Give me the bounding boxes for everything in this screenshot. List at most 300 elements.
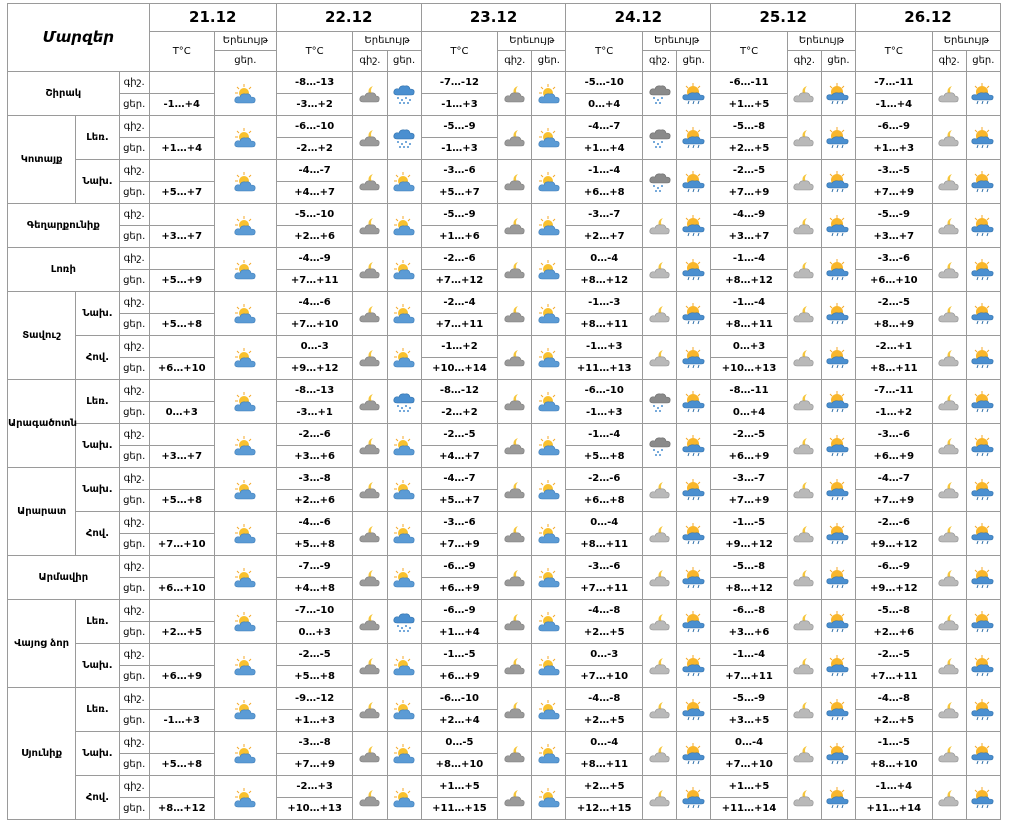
temperature-cell: -8…-13 <box>276 72 353 94</box>
sun-rain-icon <box>677 72 711 116</box>
forecast-row <box>8 424 1001 446</box>
temperature-cell: -1…+3 <box>421 94 498 116</box>
night-label: գիշ. <box>119 600 149 622</box>
temperature-cell: +3…+7 <box>149 226 214 248</box>
sun-rain-icon <box>966 72 1000 116</box>
temp-col-header: T°C <box>711 32 788 72</box>
forecast-row <box>8 336 1001 358</box>
night-col-header: գիշ. <box>787 51 821 72</box>
zone-name: Լեռ. <box>76 116 119 160</box>
temperature-cell: -2…-6 <box>566 468 643 490</box>
forecast-row <box>8 644 1001 666</box>
temperature-cell: -8…-13 <box>276 380 353 402</box>
sun-cloud-icon <box>532 512 566 556</box>
temperature-cell: -8…-12 <box>421 380 498 402</box>
forecast-row <box>8 556 1001 578</box>
moon-cloud-icon <box>498 248 532 292</box>
temperature-cell: +8…+12 <box>711 578 788 600</box>
weather-col-header: Երեւույթ <box>642 32 710 51</box>
temperature-cell: -2…+3 <box>276 776 353 798</box>
night-label: գիշ. <box>119 160 149 182</box>
snow-cloud-icon <box>387 116 421 160</box>
zone-name: Նախ. <box>76 160 119 204</box>
night-label: գիշ. <box>119 72 149 94</box>
moon-cloud-icon <box>353 380 387 424</box>
moon-cloud-icon <box>353 336 387 380</box>
day-col-header: ցեր. <box>677 51 711 72</box>
sun-cloud-icon <box>214 600 276 644</box>
moon-cloud-grey-icon <box>932 204 966 248</box>
temperature-cell: -9…-12 <box>276 688 353 710</box>
region-name: Արարատ <box>8 468 76 556</box>
sun-cloud-icon <box>532 116 566 160</box>
temperature-cell: -3…-8 <box>276 468 353 490</box>
snow-cloud-icon <box>387 72 421 116</box>
sun-rain-icon <box>821 468 855 512</box>
day-col-header: ցեր. <box>387 51 421 72</box>
sun-cloud-icon <box>532 336 566 380</box>
moon-cloud-icon <box>498 336 532 380</box>
temperature-cell: +2…+5 <box>566 710 643 732</box>
sun-cloud-icon <box>532 644 566 688</box>
sun-rain-icon <box>677 468 711 512</box>
day-label: ցեր. <box>119 622 149 644</box>
temperature-cell: +3…+5 <box>711 710 788 732</box>
moon-cloud-icon <box>498 292 532 336</box>
moon-cloud-icon <box>353 248 387 292</box>
day-label: ցեր. <box>119 226 149 248</box>
sun-cloud-icon <box>387 160 421 204</box>
temperature-cell: +3…+6 <box>276 446 353 468</box>
temperature-cell: -5…-9 <box>711 688 788 710</box>
moon-cloud-grey-icon <box>642 336 676 380</box>
temperature-cell: -7…-12 <box>421 72 498 94</box>
weather-col-header: Երեւույթ <box>498 32 566 51</box>
temperature-cell: +5…+8 <box>566 446 643 468</box>
region-name: Կոտայք <box>8 116 76 204</box>
temperature-cell: +2…+5 <box>149 622 214 644</box>
sun-cloud-icon <box>214 424 276 468</box>
forecast-table <box>7 3 1001 820</box>
sun-cloud-icon <box>214 72 276 116</box>
sun-cloud-icon <box>387 336 421 380</box>
temperature-cell: -1…-5 <box>421 644 498 666</box>
moon-cloud-icon <box>353 292 387 336</box>
temperature-cell <box>149 160 214 182</box>
moon-cloud-grey-icon <box>787 732 821 776</box>
temperature-cell: +6…+9 <box>421 666 498 688</box>
forecast-row <box>8 204 1001 226</box>
temperature-cell: +3…+7 <box>711 226 788 248</box>
sun-cloud-icon <box>532 468 566 512</box>
date-header: 24.12 <box>566 4 711 32</box>
moon-cloud-grey-icon <box>787 644 821 688</box>
temperature-cell <box>149 556 214 578</box>
temperature-cell: -5…-10 <box>566 72 643 94</box>
temperature-cell <box>149 688 214 710</box>
temperature-cell <box>149 644 214 666</box>
night-col-header: գիշ. <box>498 51 532 72</box>
sun-cloud-icon <box>214 292 276 336</box>
temperature-cell: -2…+1 <box>856 336 933 358</box>
moon-cloud-icon <box>498 468 532 512</box>
sun-rain-icon <box>966 292 1000 336</box>
temperature-cell: -7…-9 <box>276 556 353 578</box>
sun-rain-icon <box>966 688 1000 732</box>
sun-cloud-icon <box>532 776 566 820</box>
sun-cloud-icon <box>214 556 276 600</box>
temperature-cell: +4…+7 <box>276 182 353 204</box>
temperature-cell: +11…+15 <box>421 798 498 820</box>
forecast-row <box>8 160 1001 182</box>
temperature-cell: +2…+5 <box>566 776 643 798</box>
temperature-cell: -3…+2 <box>276 94 353 116</box>
moon-cloud-grey-icon <box>932 556 966 600</box>
sun-rain-icon <box>966 248 1000 292</box>
day-label: ցեր. <box>119 270 149 292</box>
temperature-cell: +6…+8 <box>566 490 643 512</box>
temperature-cell: +1…+4 <box>566 138 643 160</box>
sun-rain-icon <box>677 424 711 468</box>
sun-cloud-icon <box>387 292 421 336</box>
temperature-cell: -5…-9 <box>421 204 498 226</box>
moon-cloud-icon <box>353 688 387 732</box>
day-label: ցեր. <box>119 578 149 600</box>
moon-cloud-icon <box>498 644 532 688</box>
forecast-row <box>8 116 1001 138</box>
temperature-cell <box>149 512 214 534</box>
zone-name: Հով. <box>76 336 119 380</box>
moon-cloud-grey-icon <box>787 116 821 160</box>
moon-cloud-grey-icon <box>642 292 676 336</box>
moon-snow-icon <box>642 160 676 204</box>
moon-cloud-grey-icon <box>642 204 676 248</box>
date-header: 23.12 <box>421 4 566 32</box>
moon-snow-icon <box>642 380 676 424</box>
temperature-cell: -5…-9 <box>856 204 933 226</box>
sun-rain-icon <box>966 644 1000 688</box>
moon-cloud-grey-icon <box>787 468 821 512</box>
moon-cloud-grey-icon <box>642 644 676 688</box>
night-label: գիշ. <box>119 512 149 534</box>
night-label: գիշ. <box>119 688 149 710</box>
sun-cloud-icon <box>532 424 566 468</box>
temperature-cell <box>149 72 214 94</box>
day-col-header: ցեր. <box>821 51 855 72</box>
night-label: գիշ. <box>119 248 149 270</box>
sun-rain-icon <box>821 204 855 248</box>
moon-cloud-grey-icon <box>932 424 966 468</box>
temperature-cell: +7…+9 <box>711 490 788 512</box>
night-label: գիշ. <box>119 292 149 314</box>
temperature-cell: +2…+7 <box>566 226 643 248</box>
sun-cloud-icon <box>214 688 276 732</box>
sun-rain-icon <box>966 116 1000 160</box>
temperature-cell: +5…+7 <box>149 182 214 204</box>
temperature-cell: -3…-6 <box>856 424 933 446</box>
temperature-cell: -6…-11 <box>711 72 788 94</box>
moon-cloud-grey-icon <box>932 380 966 424</box>
moon-cloud-icon <box>353 776 387 820</box>
sun-rain-icon <box>821 600 855 644</box>
temperature-cell: -3…-8 <box>276 732 353 754</box>
temperature-cell: -4…-6 <box>276 292 353 314</box>
temperature-cell: +8…+11 <box>856 358 933 380</box>
temperature-cell: 0…-5 <box>421 732 498 754</box>
temperature-cell: +10…+13 <box>276 798 353 820</box>
moon-cloud-icon <box>498 116 532 160</box>
temperature-cell: +5…+8 <box>276 534 353 556</box>
temperature-cell: -5…-10 <box>276 204 353 226</box>
moon-cloud-icon <box>353 160 387 204</box>
moon-cloud-grey-icon <box>787 160 821 204</box>
night-label: գիշ. <box>119 336 149 358</box>
temperature-cell: 0…+3 <box>711 336 788 358</box>
moon-cloud-icon <box>353 116 387 160</box>
moon-cloud-icon <box>498 160 532 204</box>
temperature-cell: -1…-5 <box>856 732 933 754</box>
temperature-cell <box>149 600 214 622</box>
temperature-cell <box>149 248 214 270</box>
moon-cloud-icon <box>353 732 387 776</box>
sun-rain-icon <box>677 248 711 292</box>
temp-col-header: T°C <box>149 32 214 72</box>
temperature-cell: 0…-3 <box>566 644 643 666</box>
moon-cloud-grey-icon <box>642 556 676 600</box>
sun-cloud-icon <box>387 512 421 556</box>
sun-cloud-icon <box>214 776 276 820</box>
temperature-cell: +7…+10 <box>149 534 214 556</box>
temperature-cell: -6…-9 <box>421 600 498 622</box>
temperature-cell: -4…-6 <box>276 512 353 534</box>
temperature-cell: +6…+9 <box>421 578 498 600</box>
moon-cloud-grey-icon <box>932 468 966 512</box>
moon-cloud-grey-icon <box>932 644 966 688</box>
temperature-cell: +4…+8 <box>276 578 353 600</box>
temperature-cell: -1…-4 <box>566 424 643 446</box>
sun-cloud-icon <box>214 644 276 688</box>
temperature-cell: +10…+14 <box>421 358 498 380</box>
temperature-cell: +1…+5 <box>711 94 788 116</box>
sun-rain-icon <box>677 688 711 732</box>
temperature-cell: -1…-4 <box>711 644 788 666</box>
temperature-cell: +7…+11 <box>421 314 498 336</box>
forecast-row <box>8 468 1001 490</box>
moon-cloud-icon <box>353 72 387 116</box>
moon-cloud-grey-icon <box>932 336 966 380</box>
sun-rain-icon <box>677 776 711 820</box>
sun-cloud-icon <box>214 468 276 512</box>
forecast-row <box>8 512 1001 534</box>
temperature-cell: +2…+6 <box>856 622 933 644</box>
temperature-cell: -2…-5 <box>276 644 353 666</box>
forecast-row <box>8 732 1001 754</box>
temperature-cell: +9…+12 <box>711 534 788 556</box>
temperature-cell: +9…+12 <box>856 578 933 600</box>
moon-cloud-grey-icon <box>932 776 966 820</box>
temperature-cell: -2…-5 <box>421 424 498 446</box>
sun-rain-icon <box>677 512 711 556</box>
moon-cloud-grey-icon <box>642 468 676 512</box>
temperature-cell: -1…-4 <box>566 160 643 182</box>
temperature-cell: +7…+10 <box>276 314 353 336</box>
temperature-cell: -4…-8 <box>566 688 643 710</box>
night-col-header: գիշ. <box>353 51 387 72</box>
day-col-header: ցեր. <box>532 51 566 72</box>
temperature-cell: -3…-6 <box>421 160 498 182</box>
temperature-cell: -2…+2 <box>421 402 498 424</box>
temperature-cell <box>149 732 214 754</box>
sun-rain-icon <box>821 72 855 116</box>
day-label: ցեր. <box>119 666 149 688</box>
temperature-cell: +2…+5 <box>711 138 788 160</box>
sun-rain-icon <box>677 336 711 380</box>
sun-rain-icon <box>677 204 711 248</box>
zone-name: Նախ. <box>76 732 119 776</box>
sun-rain-icon <box>821 732 855 776</box>
weather-col-header: Երեւույթ <box>932 32 1000 51</box>
temperature-cell: 0…+4 <box>711 402 788 424</box>
moon-snow-icon <box>642 72 676 116</box>
temperature-cell: -1…+3 <box>566 402 643 424</box>
temperature-cell: -6…-10 <box>276 116 353 138</box>
sun-cloud-icon <box>214 336 276 380</box>
temperature-cell: 0…-4 <box>566 248 643 270</box>
temperature-cell: 0…-4 <box>711 732 788 754</box>
night-label: գիշ. <box>119 116 149 138</box>
temperature-cell: -6…-8 <box>711 600 788 622</box>
sun-rain-icon <box>966 424 1000 468</box>
sun-rain-icon <box>966 600 1000 644</box>
temperature-cell: -4…-8 <box>566 600 643 622</box>
night-label: գիշ. <box>119 644 149 666</box>
moon-cloud-grey-icon <box>932 72 966 116</box>
weather-col-header: Երեւույթ <box>787 32 855 51</box>
sun-cloud-icon <box>387 204 421 248</box>
night-label: գիշ. <box>119 380 149 402</box>
zone-name: Նախ. <box>76 292 119 336</box>
temperature-cell: 0…-4 <box>566 732 643 754</box>
temperature-cell: 0…+3 <box>276 622 353 644</box>
sun-rain-icon <box>821 688 855 732</box>
temperature-cell: +1…+4 <box>149 138 214 160</box>
temperature-cell: -1…+2 <box>421 336 498 358</box>
sun-rain-icon <box>677 732 711 776</box>
temperature-cell: +6…+10 <box>149 358 214 380</box>
sun-rain-icon <box>677 160 711 204</box>
temperature-cell: -8…-11 <box>711 380 788 402</box>
temperature-cell: +5…+7 <box>421 490 498 512</box>
moon-cloud-grey-icon <box>787 292 821 336</box>
region-name: Արագածոտն <box>8 380 76 468</box>
sun-cloud-icon <box>387 468 421 512</box>
forecast-row <box>8 688 1001 710</box>
temperature-cell: +2…+4 <box>421 710 498 732</box>
moon-cloud-grey-icon <box>932 292 966 336</box>
sun-rain-icon <box>966 468 1000 512</box>
temperature-cell: +7…+11 <box>856 666 933 688</box>
zone-name: Հով. <box>76 512 119 556</box>
moon-cloud-icon <box>498 72 532 116</box>
temperature-cell: +5…+8 <box>149 490 214 512</box>
temperature-cell: -1…-3 <box>566 292 643 314</box>
day-label: ցեր. <box>119 710 149 732</box>
sun-rain-icon <box>821 292 855 336</box>
temperature-cell: +9…+12 <box>276 358 353 380</box>
sun-cloud-icon <box>532 556 566 600</box>
temperature-cell: +6…+9 <box>856 446 933 468</box>
temperature-cell: -1…+3 <box>149 710 214 732</box>
temperature-cell: -1…-4 <box>711 248 788 270</box>
sun-cloud-icon <box>532 204 566 248</box>
temperature-cell: -4…-9 <box>711 204 788 226</box>
sun-rain-icon <box>821 556 855 600</box>
temperature-cell: +3…+6 <box>711 622 788 644</box>
temperature-cell: +7…+10 <box>711 754 788 776</box>
day-label: ցեր. <box>119 94 149 116</box>
temperature-cell: +8…+11 <box>711 314 788 336</box>
temperature-cell: -3…-7 <box>566 204 643 226</box>
moon-cloud-icon <box>353 644 387 688</box>
moon-cloud-icon <box>353 512 387 556</box>
sun-rain-icon <box>966 336 1000 380</box>
temperature-cell: +1…+5 <box>711 776 788 798</box>
moon-cloud-grey-icon <box>642 732 676 776</box>
sun-cloud-icon <box>532 160 566 204</box>
temperature-cell: -1…+2 <box>856 402 933 424</box>
moon-cloud-grey-icon <box>642 512 676 556</box>
sun-rain-icon <box>821 336 855 380</box>
temperature-cell: +10…+13 <box>711 358 788 380</box>
moon-cloud-icon <box>498 600 532 644</box>
temperature-cell: +4…+7 <box>421 446 498 468</box>
date-header: 21.12 <box>149 4 276 32</box>
temperature-cell: -3…-6 <box>421 512 498 534</box>
sun-rain-icon <box>821 644 855 688</box>
moon-snow-icon <box>642 424 676 468</box>
temperature-cell: +7…+12 <box>421 270 498 292</box>
moon-cloud-grey-icon <box>642 776 676 820</box>
sun-cloud-icon <box>532 600 566 644</box>
sun-cloud-icon <box>532 732 566 776</box>
sun-rain-icon <box>966 732 1000 776</box>
temperature-cell: +1…+6 <box>421 226 498 248</box>
temperature-cell: +7…+9 <box>711 182 788 204</box>
moon-snow-icon <box>642 116 676 160</box>
moon-cloud-grey-icon <box>642 248 676 292</box>
day-label: ցեր. <box>119 490 149 512</box>
night-label: գիշ. <box>119 468 149 490</box>
region-name: Սյունիք <box>8 688 76 820</box>
temperature-cell: -2…-6 <box>856 512 933 534</box>
sun-rain-icon <box>821 248 855 292</box>
moon-cloud-grey-icon <box>787 688 821 732</box>
zone-name: Լեռ. <box>76 688 119 732</box>
temperature-cell: -2…+2 <box>276 138 353 160</box>
forecast-row <box>8 248 1001 270</box>
sun-rain-icon <box>821 424 855 468</box>
sun-cloud-icon <box>214 732 276 776</box>
temperature-cell <box>149 468 214 490</box>
moon-cloud-grey-icon <box>787 776 821 820</box>
moon-cloud-grey-icon <box>787 424 821 468</box>
moon-cloud-grey-icon <box>787 72 821 116</box>
temperature-cell: +2…+5 <box>566 622 643 644</box>
sun-cloud-icon <box>214 116 276 160</box>
moon-cloud-icon <box>498 204 532 248</box>
temperature-cell: +1…+3 <box>276 710 353 732</box>
regions-header: Մարզեր <box>8 4 150 72</box>
